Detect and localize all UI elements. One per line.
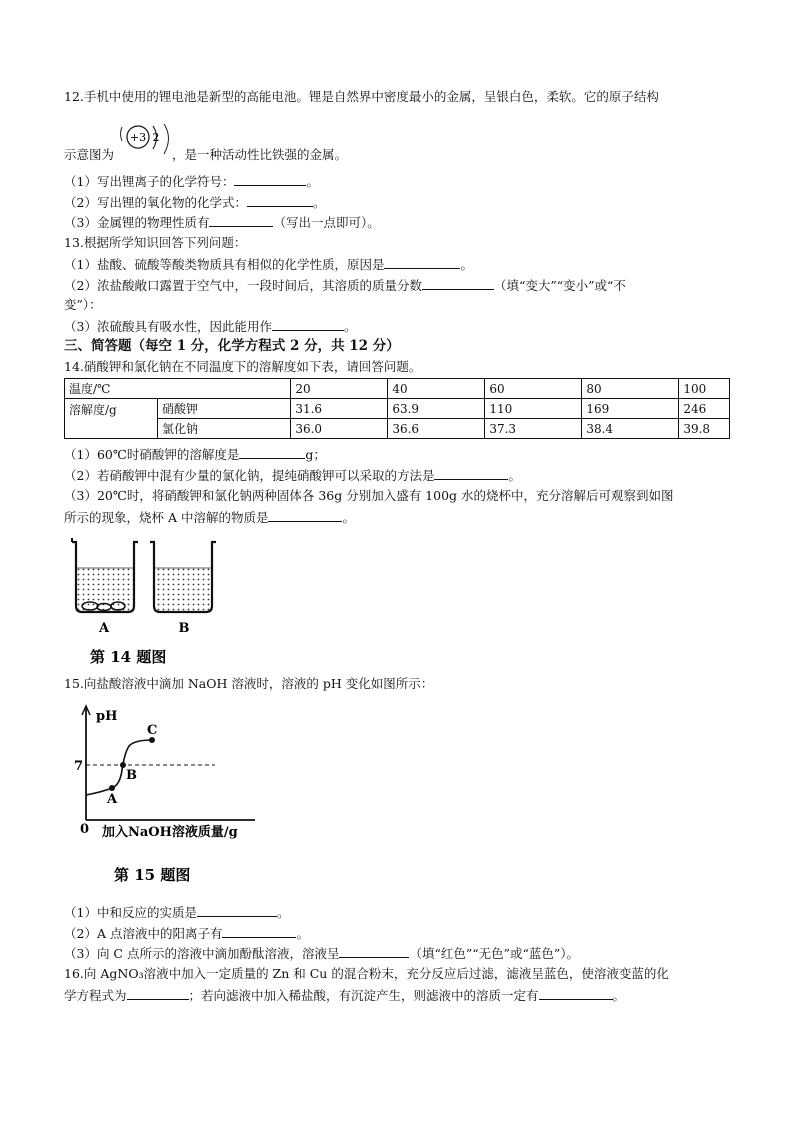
q12-part3: （3）金属锂的物理性质有 （写出一点即可）。 (64, 215, 380, 230)
table-cell: 169 (582, 399, 679, 419)
atom-nucleus-charge: +3 (129, 131, 147, 144)
beaker-a (72, 538, 138, 636)
table-cell: 60 (485, 379, 582, 399)
answer-blank[interactable] (234, 173, 306, 186)
answer-blank[interactable] (384, 256, 460, 269)
q16-line1: 16.向 AgNO₃溶液中加入一定质量的 Zn 和 Cu 的混合粉末，充分反应后过滤，滤液呈蓝色，使溶液变蓝的化 (64, 966, 669, 981)
table-cell: 100 (679, 379, 730, 399)
table-header-cell: 溶解度/g (65, 399, 158, 439)
answer-blank[interactable] (434, 467, 508, 480)
q13-part2: （2）浓盐酸敞口露置于空气中，一段时间后，其溶质的质量分数 （填“变大”“变小”或“不 (64, 278, 626, 293)
table-cell: 40 (388, 379, 485, 399)
q12-line2-pre: 示意图为 (64, 147, 115, 162)
table-cell: 36.0 (291, 419, 388, 439)
table-cell: 63.9 (388, 399, 485, 419)
q13-title: 13.根据所学知识回答下列问题： (64, 235, 247, 250)
answer-blank[interactable] (272, 318, 344, 331)
q15-part1: （1）中和反应的实质是 。 (64, 905, 290, 920)
table-row (65, 399, 730, 419)
answer-blank[interactable] (539, 987, 613, 1000)
figure-caption-14: 第 14 题图 (90, 648, 167, 666)
table-cell: 硝酸钾 (158, 399, 291, 419)
answer-blank[interactable] (209, 214, 273, 227)
answer-blank[interactable] (268, 509, 342, 522)
q14-part1: （1）60℃时硝酸钾的溶解度是 g； (64, 447, 326, 462)
answer-blank[interactable] (247, 194, 313, 207)
answer-blank[interactable] (127, 987, 189, 1000)
table-cell: 氯化钠 (158, 419, 291, 439)
answer-blank[interactable] (197, 904, 277, 917)
beaker-b-label: B (178, 621, 190, 636)
q15-title: 15.向盐酸溶液中滴加 NaOH 溶液时，溶液的 pH 变化如图所示： (64, 676, 434, 691)
table-cell: 37.3 (485, 419, 582, 439)
beakers-figure (66, 532, 226, 670)
q12-part2: （2）写出锂的氧化物的化学式： 。 (64, 195, 326, 210)
q15-part3: （3）向 C 点所示的溶液中滴加酚酞溶液，溶液呈 （填“红色”“无色”或“蓝色”）。 (64, 946, 580, 961)
table-cell: 80 (582, 379, 679, 399)
q14-part3-cont: 所示的现象，烧杯 A 中溶解的物质是 。 (64, 510, 355, 525)
beaker-a-label: A (98, 621, 110, 636)
graph-y7-label: 7 (74, 759, 84, 774)
table-row (65, 379, 730, 399)
beaker-b (150, 542, 216, 636)
table-cell: 38.4 (582, 419, 679, 439)
table-header-cell: 温度/℃ (65, 379, 291, 399)
q15-part2: （2）A 点溶液中的阳离子有 。 (64, 926, 309, 941)
table-cell: 31.6 (291, 399, 388, 419)
section-heading: 三、简答题（每空 1 分，化学方程式 2 分，共 12 分） (64, 338, 400, 354)
q12-part1: （1）写出锂离子的化学符号： 。 (64, 174, 319, 189)
q12-line2-post: ，是一种活动性比铁强的金属。 (172, 147, 348, 162)
table-cell: 110 (485, 399, 582, 419)
table-cell: 36.6 (388, 419, 485, 439)
q14-part3: （3）20℃时，将硝酸钾和氯化钠两种固体各 36g 分别加入盛有 100g 水的烧杯中，充分溶解后可观察到如图 (64, 488, 674, 503)
point-a-label: A (107, 792, 118, 807)
q13-part2-cont: 变”）： (64, 297, 102, 312)
q14-title: 14.硝酸钾和氯化钠在不同温度下的溶解度如下表，请回答问题。 (64, 359, 422, 374)
q14-part2: （2）若硝酸钾中混有少量的氯化钠，提纯硝酸钾可以采取的方法是 。 (64, 468, 521, 483)
q16-line2: 学方程式为 ；若向滤液中加入稀盐酸，有沉淀产生，则滤液中的溶质一定有 。 (64, 988, 626, 1003)
answer-blank[interactable] (339, 945, 409, 958)
answer-blank[interactable] (222, 925, 296, 938)
point-c-label: C (147, 723, 158, 738)
graph-origin-label: 0 (80, 822, 90, 837)
solubility-table (64, 378, 730, 439)
q12-line1: 12.手机中使用的锂电池是新型的高能电池。锂是自然界中密度最小的金属，呈银白色，柔软。它的原子结构 (64, 89, 659, 104)
point-b-label: B (126, 768, 137, 783)
graph-ylabel: pH (96, 709, 118, 724)
q12-line2 (64, 147, 347, 163)
ph-graph (70, 700, 270, 890)
table-row (65, 419, 730, 439)
table-cell: 39.8 (679, 419, 730, 439)
table-cell: 246 (679, 399, 730, 419)
atom-electron-count: 2 (152, 131, 160, 144)
answer-blank[interactable] (239, 446, 305, 459)
q13-part3: （3）浓硫酸具有吸水性，因此能用作 。 (64, 319, 357, 334)
answer-blank[interactable] (422, 277, 494, 290)
q13-part1: （1）盐酸、硫酸等酸类物质具有相似的化学性质，原因是 。 (64, 257, 473, 272)
table-cell: 20 (291, 379, 388, 399)
figure-caption-15: 第 15 题图 (114, 866, 191, 884)
graph-xlabel: 加入NaOH溶液质量/g (102, 825, 238, 840)
